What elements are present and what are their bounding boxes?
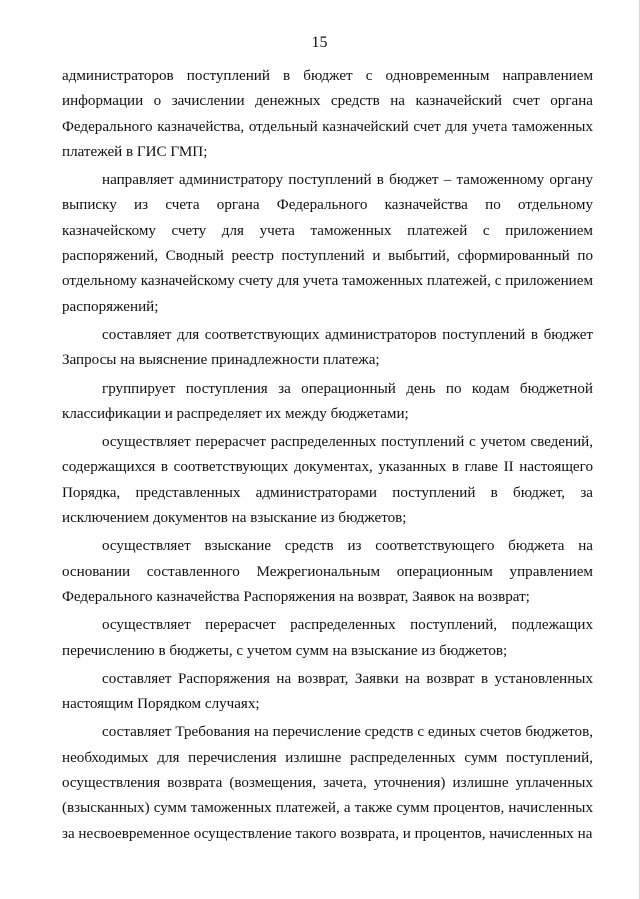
paragraph: составляет Требования на перечисление средств с единых счетов бюджетов, необходимых для перечисления излишне распределенных сумм поступлений, осуществления возврата (возмещения, зачета, уточнения) излишне уплаченных (взысканных) сумм таможенных платежей, а также сумм процентов, начисленных за несвоевременное осуществление такого возврата, и процентов, начисленных на (62, 724, 593, 842)
paragraph: составляет для соответствующих администраторов поступлений в бюджет Запросы на выяснение принадлежности платежа; (62, 326, 593, 369)
paragraph: администраторов поступлений в бюджет с одновременным направлением информации о зачислении денежных средств на казначейский счет органа Федерального казначейства, отдельный казначейский счет для учета таможенных платежей в ГИС ГМП; (62, 68, 593, 160)
document-body (62, 64, 593, 850)
paragraph: группирует поступления за операционный день по кодам бюджетной классификации и распределяет их между бюджетами; (62, 380, 593, 422)
paragraph: осуществляет перерасчет распределенных поступлений с учетом сведений, содержащихся в соответствующих документах, указанных в главе II настоящего Порядка, представленных администраторами поступлений в бюджет, за исключением документов на взыскание из бюджетов; (62, 434, 593, 527)
page-number: 15 (311, 34, 328, 51)
paragraph: составляет Распоряжения на возврат, Заявки на возврат в установленных настоящим Порядком случаях; (62, 670, 593, 713)
paragraph: осуществляет взыскание средств из соответствующего бюджета на основании составленного Межрегиональным операционным управлением Федерального казначейства Распоряжения на возврат, Заявок на возврат; (62, 538, 593, 605)
paragraph: осуществляет перерасчет распределенных поступлений, подлежащих перечислению в бюджеты, с учетом сумм на взыскание из бюджетов; (62, 617, 593, 659)
paragraph: направляет администратору поступлений в бюджет – таможенному органу выписку из счета органа Федерального казначейства по отдельному казначейскому счету для учета таможенных платежей с приложением распоряжений, Сводный реестр поступлений и выбытий, сформированный по отдельному казначейскому счету для учета таможенных платежей, с приложением распоряжений; (62, 172, 593, 315)
